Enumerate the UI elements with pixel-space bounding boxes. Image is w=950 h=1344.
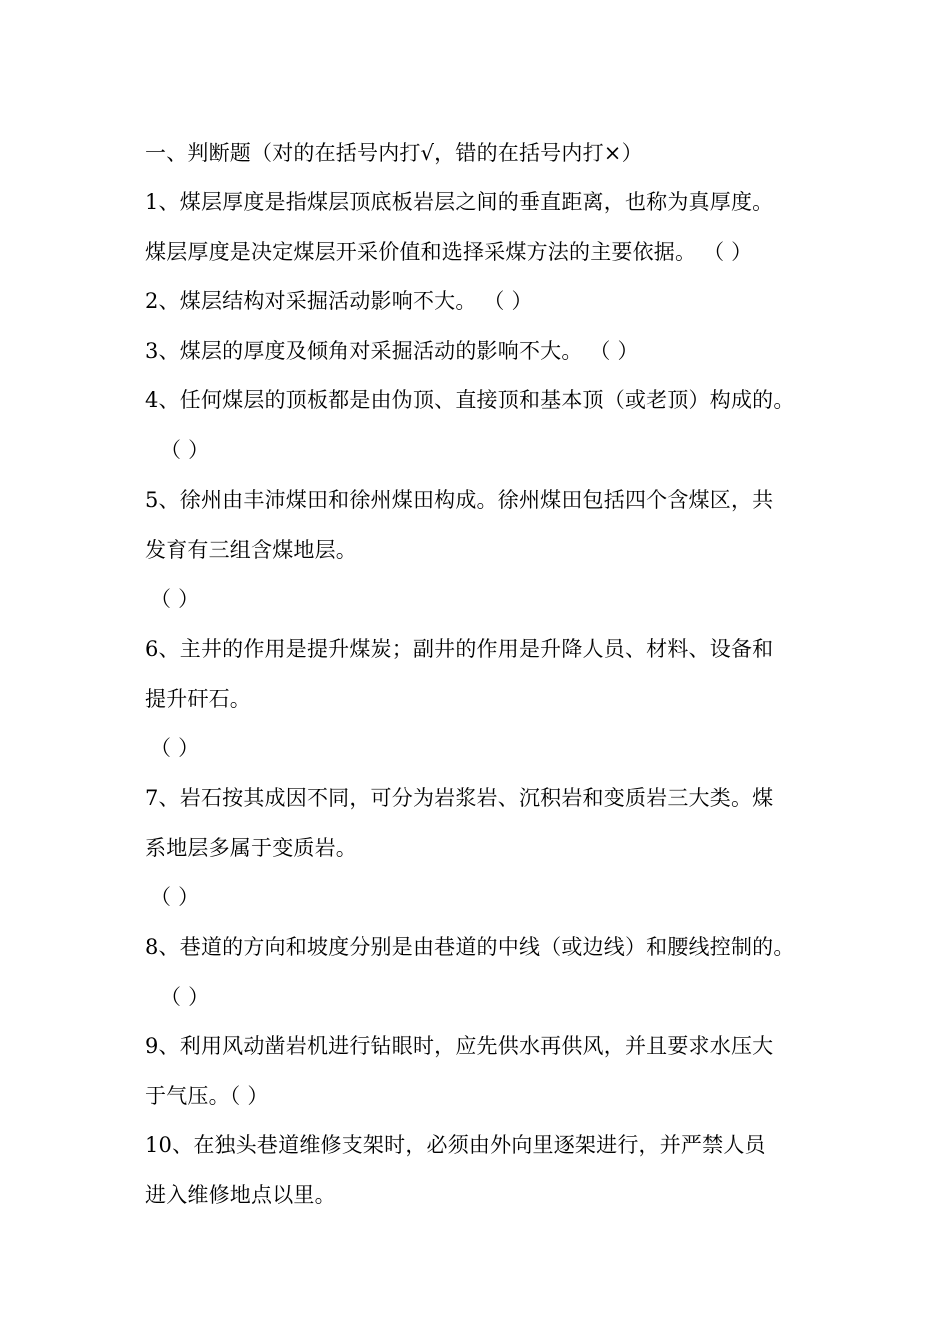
question-6-line-1: 6、主井的作用是提升煤炭；副井的作用是升降人员、材料、设备和 bbox=[145, 637, 774, 661]
question-9-line-2: 于气压。（ ） bbox=[145, 1084, 269, 1108]
question-6-line-2: 提升矸石。 bbox=[145, 687, 251, 711]
question-8-line-1: 8、巷道的方向和坡度分别是由巷道的中线（或边线）和腰线控制的。 bbox=[145, 935, 795, 959]
question-10-line-2: 进入维修地点以里。 bbox=[145, 1183, 336, 1207]
question-2: 2、煤层结构对采掘活动影响不大。 （ ） bbox=[145, 289, 533, 313]
question-5-line-1: 5、徐州由丰沛煤田和徐州煤田构成。徐州煤田包括四个含煤区，共 bbox=[145, 488, 774, 512]
question-10-line-1: 10、在独头巷道维修支架时，必须由外向里逐架进行，并严禁人员 bbox=[145, 1133, 766, 1157]
question-7-line-1: 7、岩石按其成因不同，可分为岩浆岩、沉积岩和变质岩三大类。煤 bbox=[145, 786, 774, 810]
question-7-answer-bracket: （ ） bbox=[150, 885, 200, 909]
question-8-answer-bracket: （ ） bbox=[160, 985, 210, 1009]
question-1-line-1: 1、煤层厚度是指煤层顶底板岩层之间的垂直距离，也称为真厚度。 bbox=[145, 190, 774, 214]
question-1-line-2: 煤层厚度是决定煤层开采价值和选择采煤方法的主要依据。 （ ） bbox=[145, 240, 753, 264]
question-9-line-1: 9、利用风动凿岩机进行钻眼时，应先供水再供风，并且要求水压大 bbox=[145, 1034, 774, 1058]
question-5-answer-bracket: （ ） bbox=[150, 587, 200, 611]
question-4-line-1: 4、任何煤层的顶板都是由伪顶、直接顶和基本顶（或老顶）构成的。 bbox=[145, 388, 795, 412]
question-5-line-2: 发育有三组含煤地层。 bbox=[145, 538, 357, 562]
question-3: 3、煤层的厚度及倾角对采掘活动的影响不大。 （ ） bbox=[145, 339, 639, 363]
question-7-line-2: 系地层多属于变质岩。 bbox=[145, 836, 357, 860]
section-heading: 一、判断题（对的在括号内打√，错的在括号内打×） bbox=[145, 141, 643, 165]
question-4-answer-bracket: （ ） bbox=[160, 438, 210, 462]
question-6-answer-bracket: （ ） bbox=[150, 736, 200, 760]
